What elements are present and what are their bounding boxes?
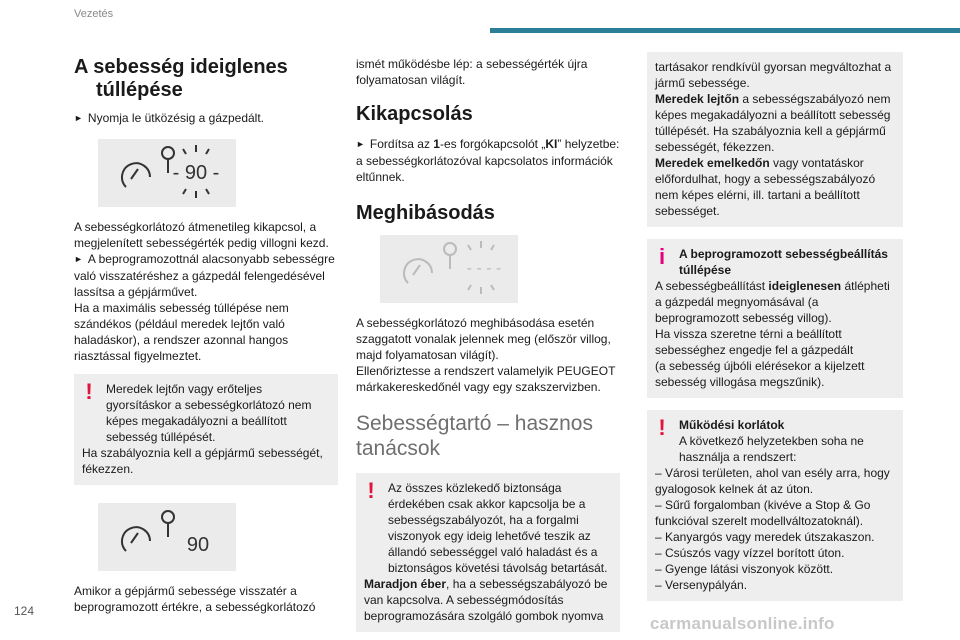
limits-list	[655, 465, 895, 593]
dashed-lines-display: - - - -	[466, 260, 502, 277]
section-heading-switch-off: Kikapcsolás	[356, 103, 473, 125]
paragraph: ► A beprogramozottnál alacsonyabb sebességre való visszatéréshez a gázpedál felengedésével lassítsa a gépjárművet.	[74, 251, 338, 300]
running-header: Vezetés	[74, 8, 114, 20]
header-accent-bar	[490, 28, 960, 33]
speedometer-steady-illustration	[98, 503, 236, 571]
speedometer-icon	[122, 163, 150, 187]
info-icon: i	[658, 244, 666, 269]
section-heading-tips: Sebességtartó – hasznos tanácsok	[356, 412, 593, 460]
column-1	[74, 56, 338, 615]
paragraph: A sebességkorlátozó átmenetileg kikapcsol, a megjelenített sebességérték pedig villogni kezd.	[74, 220, 329, 250]
footer-watermark: carmanualsonline.info	[650, 614, 835, 633]
column-2	[356, 56, 620, 640]
warning-note-slope: ! Meredek lejtőn vagy erőteljes gyorsításkor a sebességkorlátozó nem képes megakadályozni a beállított sebesség túllépését. Ha szabályoznia kell a gépjármű sebességét, fékezzen.	[74, 374, 338, 485]
paragraph: Ellenőriztesse a rendszert valamelyik PEUGEOT márkakereskedőnél vagy egy szakszervizben.	[356, 364, 616, 394]
info-note-exceed-setting: i A beprogramozott sebességbeállítás túllépése A sebességbeállítást ideiglenesen átlépheti a gázpedál megnyomásával (a beprogramozott sebesség villog). Ha vissza szeretne térni a beállított sebességhez engedje fel a gázpedált (a sebesség újbóli elérésekor a kijelzett sebesség villogása megszűnik).	[647, 239, 903, 398]
warning-exclamation-icon: !	[85, 379, 93, 404]
paragraph: A sebességkorlátozó meghibásodása esetén szaggatott vonalak jelennek meg (először villog, majd folyamatosan világít).	[356, 316, 611, 362]
warning-exclamation-icon: !	[367, 478, 375, 503]
section-heading-temporary-exceed: A sebesség ideiglenes túllépése	[74, 56, 288, 101]
paragraph: Ha a maximális sebesség túllépése nem szándékos (például meredek lejtőn való haladáskor), a rendszer azonnal hangos riasztással figyelmeztet.	[74, 301, 289, 363]
warning-note-safety: ! Az összes közlekedő biztonsága érdekében csak akkor kapcsolja be a sebességszabályozót, ha a forgalmi viszonyok egy ideig lehetővé teszik az állandó sebességgel való haladást és a biztonságos követési távolság betartását. Maradjon éber, ha a sebességszabályozó be van kapcsolva. A sebességmódosítás beprogramozására szolgáló gombok nyomva	[356, 473, 620, 632]
paragraph: ismét működésbe lép: a sebességérték újra folyamatosan világít.	[356, 57, 588, 87]
paragraph: Amikor a gépjármű sebessége visszatér a beprogramozott értékre, a sebességkorlátozó	[74, 584, 316, 614]
list-item: – Városi területen, ahol van esély arra, hogy gyalogosok kelnek át az úton.	[655, 466, 890, 496]
switch-off-instruction: ► Fordítsa az 1-es forgókapcsolót „KI” helyzetbe: a sebességkorlátozóval kapcsolatos információk eltűnnek.	[356, 136, 620, 185]
warning-note-continued: tartásakor rendkívül gyorsan megváltozhat a jármű sebessége. Meredek lejtőn a sebességszabályozó nem képes megakadályozni a beállított sebesség túllépését. Ha szabályoznia kell a gépjármű sebességét, fékezzen. Meredek emelkedőn vagy vontatáskor előfordulhat, hogy a sebességszabályozó nem képes elérni, ill. tartani a beállított sebességet.	[647, 52, 903, 227]
malfunction-display-illustration	[380, 235, 518, 303]
list-item: – Sűrű forgalomban (kivéve a Stop & Go funkcióval szerelt modellváltozatoknál).	[655, 498, 871, 528]
speedometer-flashing-illustration	[98, 139, 236, 207]
list-item: – Csúszós vagy vízzel borított úton.	[655, 546, 845, 560]
warning-exclamation-icon: !	[658, 415, 666, 440]
list-item: – Kanyargós vagy meredek útszakaszon.	[655, 530, 875, 544]
step-press-accelerator: ► Nyomja le ütközésig a gázpedált.	[74, 110, 338, 127]
speedometer-icon	[122, 527, 150, 551]
speed-display-flashing: - 90 -	[172, 162, 220, 184]
page-number: 124	[14, 604, 35, 618]
speedometer-icon	[404, 259, 432, 283]
warning-note-operating-limits: ! Működési korlátok A következő helyzetekben soha ne használja a rendszert: – Városi területen, ahol van esély arra, hogy gyalogosok kelnek át az úton. – Sűrű forgalomban (kivéve a Stop & Go funkcióval szerelt modellváltozatoknál). – Kanyargós vagy meredek útszakaszon. – Csúszós vagy vízzel borított úton. – Gyenge látási viszonyok között. – Versenypályán.	[647, 410, 903, 601]
list-item: – Versenypályán.	[655, 578, 748, 592]
list-item: – Gyenge látási viszonyok között.	[655, 562, 834, 576]
speed-display-steady: 90	[186, 534, 210, 556]
section-heading-malfunction: Meghibásodás	[356, 202, 495, 224]
column-3	[647, 52, 903, 611]
